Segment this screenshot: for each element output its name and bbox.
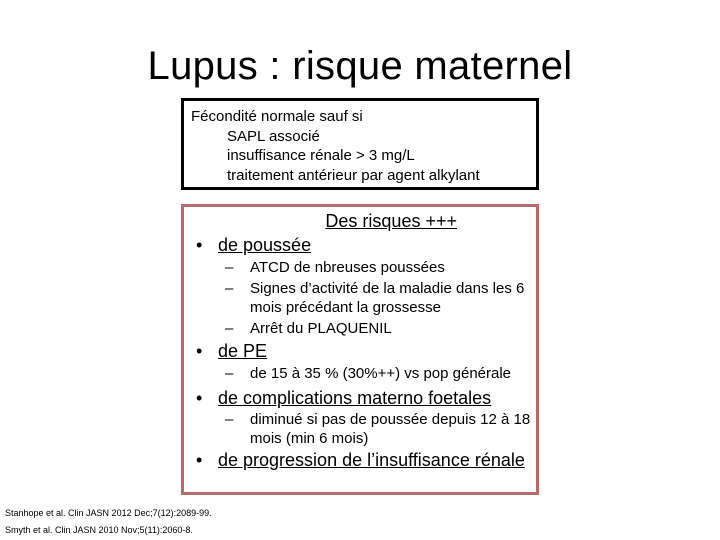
- dash-marker: –: [225, 280, 234, 297]
- risks-heading: Des risques +++: [325, 211, 457, 231]
- reference: Smyth et al. Clin JASN 2010 Nov;5(11):2060-8.: [5, 525, 193, 535]
- sub-item: [225, 364, 540, 383]
- bullet-dot: •: [196, 235, 203, 255]
- sub-item-text: diminué si pas de poussée depuis 12 à 18 mois (min 6 mois): [250, 411, 531, 447]
- references: [5, 505, 212, 539]
- dash-marker: –: [225, 411, 234, 428]
- dash-marker: –: [225, 365, 234, 382]
- sub-item-text: de 15 à 35 % (30%++) vs pop générale: [250, 365, 512, 382]
- fertility-condition: traitement antérieur par agent alkylant: [227, 166, 480, 184]
- sub-item: [225, 319, 540, 338]
- bullet-renal-progression: [196, 449, 525, 471]
- sub-item: [225, 258, 540, 277]
- bullet-label: de complications materno foetales: [218, 388, 492, 408]
- bullet-label: de PE: [218, 341, 268, 361]
- reference: Stanhope et al. Clin JASN 2012 Dec;7(12):2089-99.: [5, 508, 212, 518]
- risks-box: [181, 204, 539, 495]
- bullet-dot: •: [196, 341, 203, 361]
- sub-item-text: ATCD de nbreuses poussées: [250, 259, 445, 276]
- dash-marker: –: [225, 259, 234, 276]
- slide-title: Lupus : risque maternel: [147, 44, 573, 88]
- fertility-condition: insuffisance rénale > 3 mg/L: [227, 147, 415, 164]
- fertility-condition: SAPL associé: [227, 127, 320, 145]
- sub-item: [225, 279, 540, 317]
- bullet-label: de progression de l’insuffisance rénale: [218, 450, 525, 470]
- bullet-label: de poussée: [218, 235, 312, 255]
- dash-marker: –: [225, 320, 234, 337]
- sub-item-text: Arrêt du PLAQUENIL: [250, 320, 392, 337]
- sub-item-text: Signes d’activité de la maladie dans les 6 mois précédant la grossesse: [250, 280, 525, 316]
- fertility-intro: Fécondité normale sauf si: [191, 108, 363, 125]
- bullet-dot: •: [196, 450, 203, 470]
- bullet-dot: •: [196, 388, 203, 408]
- bullet-complications: [196, 387, 491, 409]
- bullet-preeclampsia: [196, 340, 267, 362]
- fertility-box: [181, 98, 539, 190]
- sub-item: [225, 410, 540, 448]
- bullet-flare: [196, 234, 311, 256]
